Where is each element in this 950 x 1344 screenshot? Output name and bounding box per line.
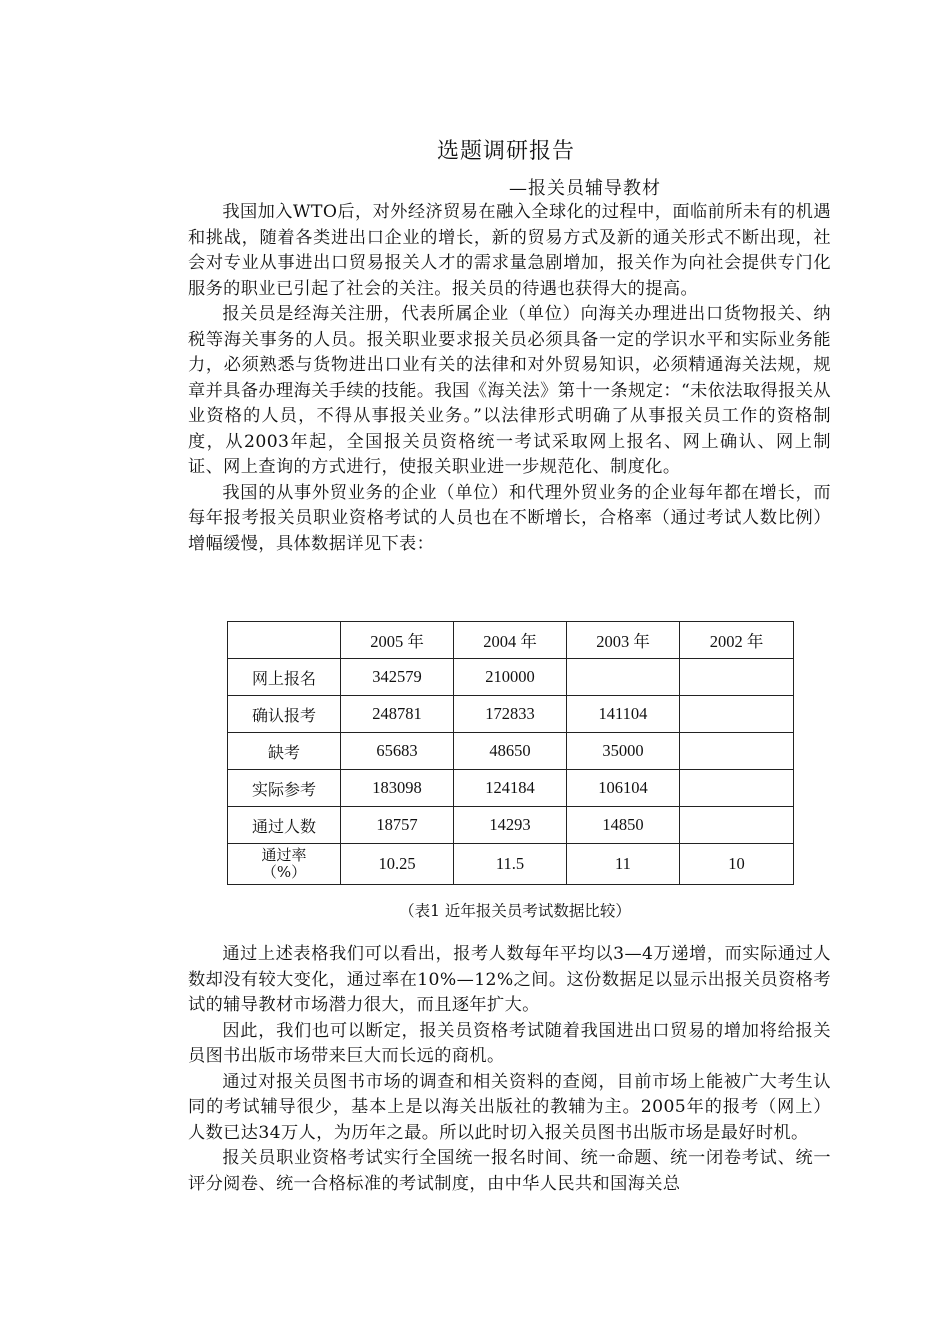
paragraph: 通过上述表格我们可以看出，报考人数每年平均以3—4万递增，而实际通过人数却没有较大变化，通过率在10%—12%之间。这份数据足以显示出报关员资格考试的辅导教材市场潜力很大，而且逐年扩大。 bbox=[188, 944, 831, 1015]
table-row bbox=[228, 733, 794, 770]
table-cell bbox=[680, 807, 794, 844]
table-cell: 48650 bbox=[454, 733, 567, 770]
intro-section bbox=[188, 200, 831, 557]
column-header-2002: 2002 年 bbox=[680, 622, 794, 659]
table-cell: 14850 bbox=[567, 807, 680, 844]
table-cell: 14293 bbox=[454, 807, 567, 844]
table-cell bbox=[680, 696, 794, 733]
paragraph: 我国的从事外贸业务的企业（单位）和代理外贸业务的企业每年都在增长，而每年报考报关员职业资格考试的人员也在不断增长，合格率（通过考试人数比例）增幅缓慢，具体数据详见下表： bbox=[188, 482, 831, 554]
paragraph: 我国加入WTO后，对外经济贸易在融入全球化的过程中，面临前所未有的机遇和挑战，随着各类进出口企业的增长，新的贸易方式及新的通关形式不断出现，社会对专业从事进出口贸易报关人才的需求量急剧增加，报关作为向社会提供专门化服务的职业已引起了社会的关注。报关员的待遇也获得大的提高。 bbox=[188, 202, 831, 299]
paragraph: 报关员是经海关注册，代表所属企业（单位）向海关办理进出口货物报关、纳税等海关事务的人员。报关职业要求报关员必须具备一定的学识水平和实际业务能力，必须熟悉与货物进出口业有关的法律和对外贸易知识，必须精通海关法规，规章并具备办理海关手续的技能。我国《海关法》第十一条规定：“未依法取得报关从业资格的人员，不得从事报关业务。”以法律形式明确了从事报关员工作的资格制度，从2003年起，全国报关员资格统一考试采取网上报名、网上确认、网上制证、网上查询的方式进行，使报关职业进一步规范化、制度化。 bbox=[188, 304, 831, 477]
table-cell: 18757 bbox=[341, 807, 454, 844]
table-cell: 172833 bbox=[454, 696, 567, 733]
column-header-2004: 2004 年 bbox=[454, 622, 567, 659]
table-cell: 11.5 bbox=[454, 844, 567, 885]
table-cell bbox=[567, 659, 680, 696]
table-cell: 210000 bbox=[454, 659, 567, 696]
row-header: 实际参考 bbox=[228, 770, 341, 807]
table-cell: 124184 bbox=[454, 770, 567, 807]
table-corner-cell bbox=[228, 622, 341, 659]
column-header-2003: 2003 年 bbox=[567, 622, 680, 659]
table-cell: 11 bbox=[567, 844, 680, 885]
exam-data-table bbox=[227, 621, 794, 885]
row-header-line: 通过率 bbox=[261, 846, 307, 864]
paragraph: 通过对报关员图书市场的调查和相关资料的查阅，目前市场上能被广大考生认同的考试辅导很少，基本上是以海关出版社的教辅为主。2005年的报考（网上）人数已达34万人，为历年之最。所以此时切入报关员图书出版市场是最好时机。 bbox=[188, 1071, 831, 1143]
row-header-line: （%） bbox=[261, 863, 307, 881]
table-cell: 342579 bbox=[341, 659, 454, 696]
row-header: 网上报名 bbox=[228, 659, 341, 696]
table-row bbox=[228, 844, 794, 885]
column-header-2005: 2005 年 bbox=[341, 622, 454, 659]
report-title: 选题调研报告 bbox=[436, 139, 575, 164]
table-cell: 183098 bbox=[341, 770, 454, 807]
table-cell: 106104 bbox=[567, 770, 680, 807]
table-cell: 35000 bbox=[567, 733, 680, 770]
table-cell bbox=[680, 659, 794, 696]
table-cell: 65683 bbox=[341, 733, 454, 770]
table-cell: 10 bbox=[680, 844, 794, 885]
paragraph: 报关员职业资格考试实行全国统一报名时间、统一命题、统一闭卷考试、统一评分阅卷、统一合格标准的考试制度，由中华人民共和国海关总 bbox=[188, 1148, 831, 1194]
table-cell: 248781 bbox=[341, 696, 454, 733]
table-row bbox=[228, 659, 794, 696]
table-cell bbox=[680, 770, 794, 807]
table-cell: 10.25 bbox=[341, 844, 454, 885]
table-row bbox=[228, 770, 794, 807]
table-row bbox=[228, 696, 794, 733]
row-header-pass-rate bbox=[228, 844, 341, 885]
table-header-row bbox=[228, 622, 794, 659]
report-subtitle: —报关员辅导教材 bbox=[509, 178, 661, 199]
row-header: 通过人数 bbox=[228, 807, 341, 844]
table-cell bbox=[680, 733, 794, 770]
analysis-section bbox=[188, 942, 831, 1197]
table-caption: （表1 近年报关员考试数据比较） bbox=[399, 902, 631, 920]
paragraph: 因此，我们也可以断定，报关员资格考试随着我国进出口贸易的增加将给报关员图书出版市场带来巨大而长远的商机。 bbox=[188, 1020, 831, 1066]
table-row bbox=[228, 807, 794, 844]
row-header: 确认报考 bbox=[228, 696, 341, 733]
row-header: 缺考 bbox=[228, 733, 341, 770]
table-cell: 141104 bbox=[567, 696, 680, 733]
